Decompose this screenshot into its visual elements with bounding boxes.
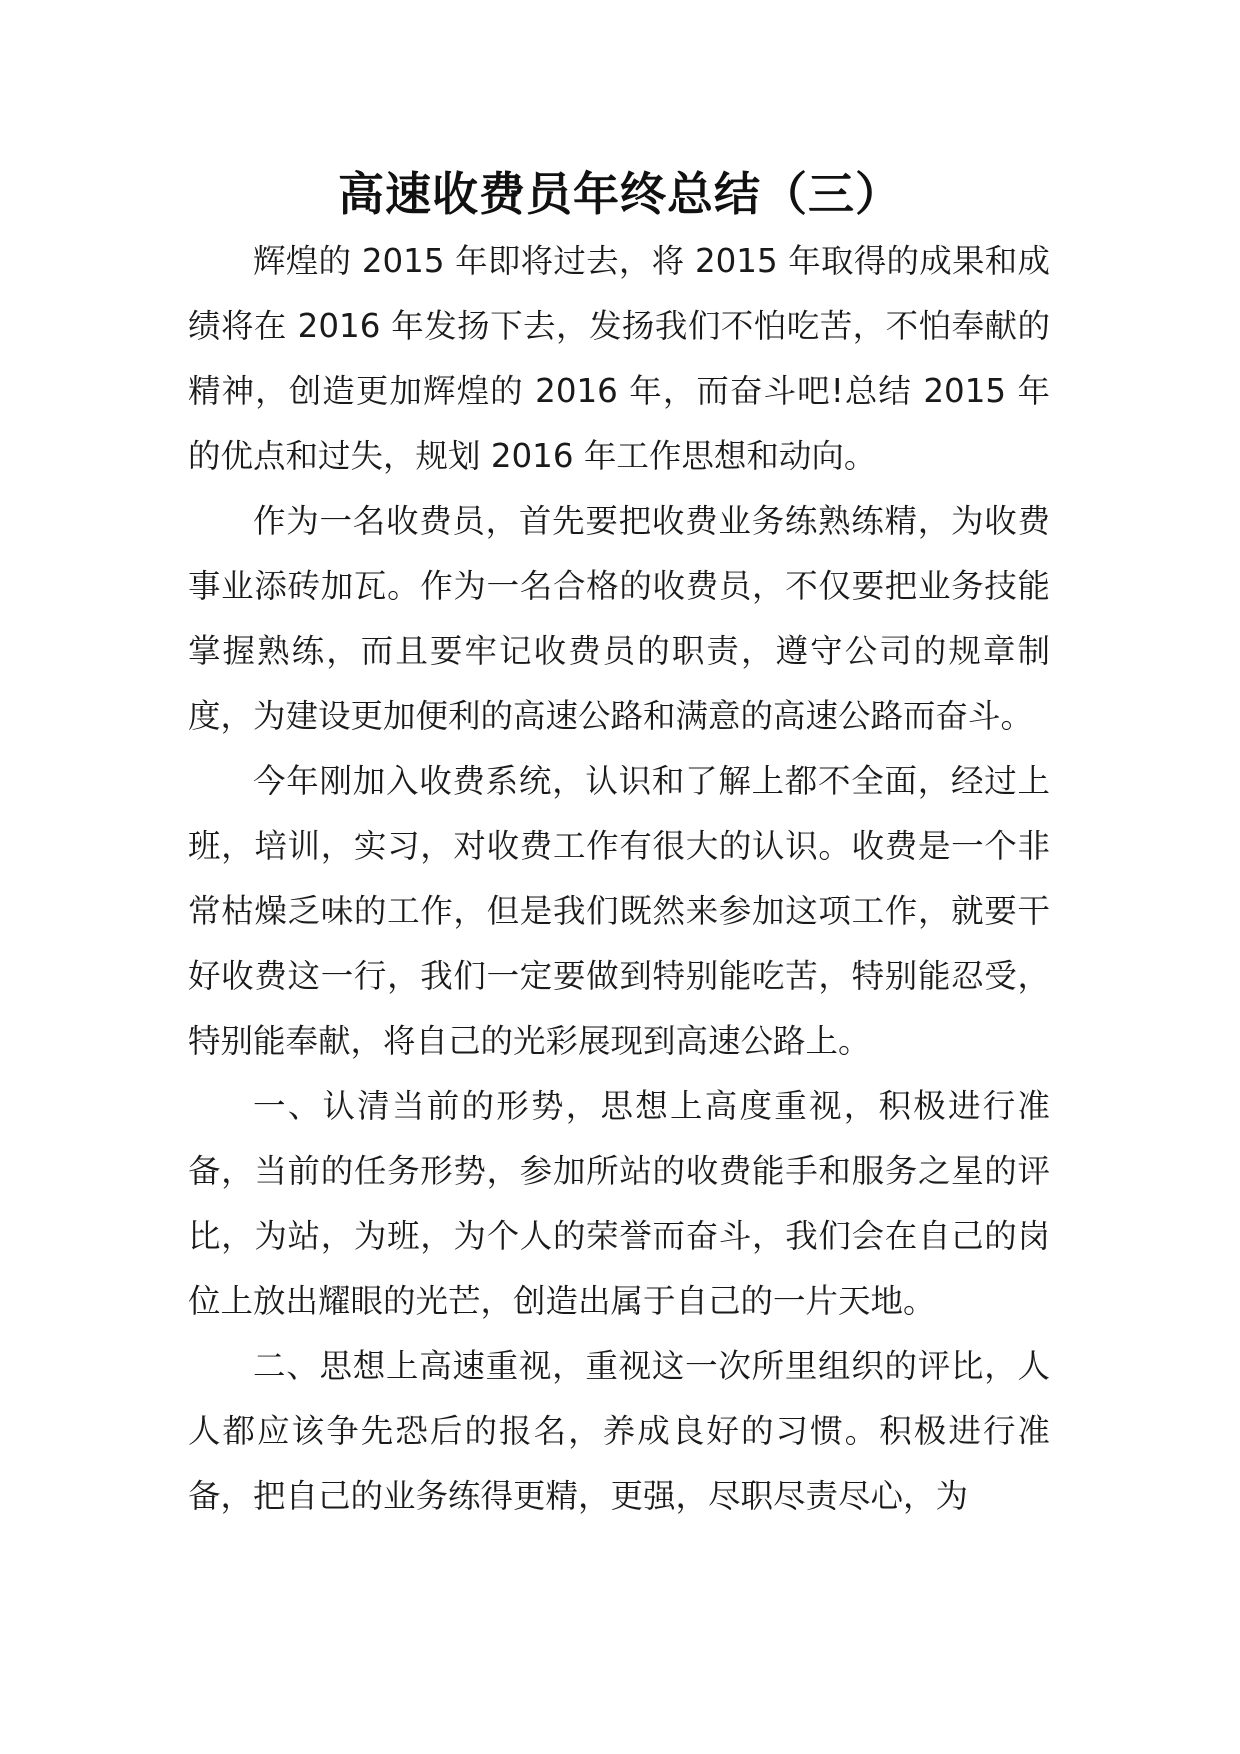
paragraph-1: 辉煌的 2015 年即将过去，将 2015 年取得的成果和成绩将在 2016 年发扬下去，发扬我们不怕吃苦，不怕奉献的精神，创造更加辉煌的 2016 年，而奋斗吧!总结 2015 年的优点和过失，规划 2016 年工作思想和动向。 [188, 242, 1050, 475]
paragraph-5: 二、思想上高速重视，重视这一次所里组织的评比，人人都应该争先恐后的报名，养成良好的习惯。积极进行准备，把自己的业务练得更精，更强，尽职尽责尽心，为 [188, 1347, 1050, 1515]
document-body [188, 229, 1050, 1529]
paragraph-2: 作为一名收费员，首先要把收费业务练熟练精，为收费事业添砖加瓦。作为一名合格的收费员，不仅要把业务技能掌握熟练，而且要牢记收费员的职责，遵守公司的规章制度，为建设更加便利的高速公路和满意的高速公路而奋斗。 [188, 502, 1050, 735]
paragraph-3: 今年刚加入收费系统，认识和了解上都不全面，经过上班，培训，实习，对收费工作有很大的认识。收费是一个非常枯燥乏味的工作，但是我们既然来参加这项工作，就要干好收费这一行，我们一定要做到特别能吃苦，特别能忍受，特别能奉献，将自己的光彩展现到高速公路上。 [188, 762, 1050, 1060]
paragraph-4: 一、认清当前的形势，思想上高度重视，积极进行准备，当前的任务形势，参加所站的收费能手和服务之星的评比，为站，为班，为个人的荣誉而奋斗，我们会在自己的岗位上放出耀眼的光芒，创造出属于自己的一片天地。 [188, 1087, 1050, 1320]
document-title: 高速收费员年终总结（三） [338, 167, 902, 221]
